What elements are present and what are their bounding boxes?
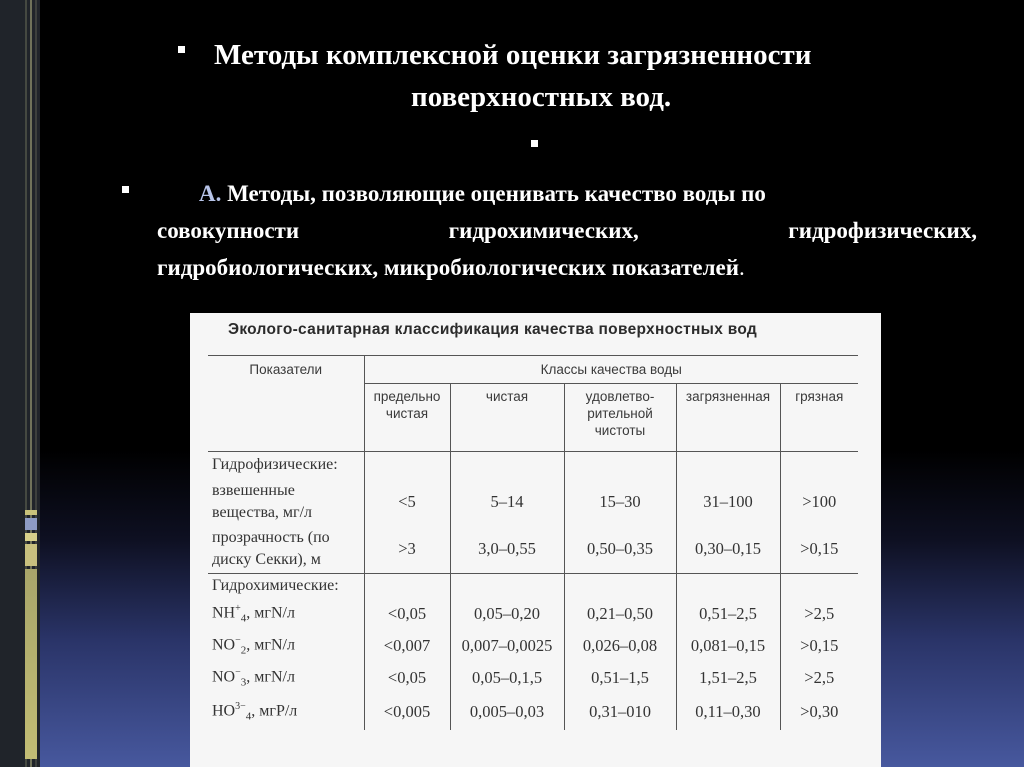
- section-phys: Гидрофизические:: [208, 452, 364, 478]
- formula-sup: 3−: [235, 700, 246, 712]
- class-4-line-1: загрязненная: [685, 389, 771, 404]
- cell: <0,005: [364, 694, 450, 730]
- cell: >0,30: [800, 701, 839, 721]
- class-header-1: [364, 384, 450, 452]
- row-label-line-2: диску Секки), м: [212, 551, 321, 569]
- formula-sub: 4: [245, 710, 252, 723]
- header-indicator: [208, 356, 364, 452]
- class-3-line-3: чистоты: [594, 423, 646, 438]
- table-row: [208, 630, 858, 662]
- cell: >0,15: [800, 635, 839, 655]
- class-header-3: [564, 384, 676, 452]
- formula-sup: +: [235, 602, 241, 614]
- paragraph-bullet: [122, 186, 129, 193]
- row-label: [208, 478, 364, 526]
- paragraph-line-1-text: Методы, позволяющие оценивать качество воды по: [227, 181, 766, 206]
- formula-sup: −: [235, 634, 241, 646]
- quality-table: [208, 355, 858, 730]
- cell: >2,5: [804, 667, 835, 687]
- table-image: [190, 313, 881, 767]
- class-1-line-2: чистая: [385, 406, 429, 421]
- formula-sup: −: [235, 666, 241, 678]
- cell: <0,05: [364, 598, 450, 630]
- cell: 0,005–0,03: [450, 694, 564, 730]
- row-label: [208, 630, 364, 662]
- cell: 1,51–2,5: [676, 662, 780, 694]
- table-title: Эколого-санитарная классификация качества поверхностных вод: [228, 321, 758, 338]
- cell: 0,51–1,5: [564, 662, 676, 694]
- formula-unit: , мгN/л: [246, 668, 295, 686]
- slide-heading: [214, 34, 934, 118]
- side-decoration: [22, 0, 40, 767]
- cell: 0,081–0,15: [676, 630, 780, 662]
- header-classes-text: Классы качества воды: [540, 362, 682, 377]
- cell: 0,007–0,0025: [450, 630, 564, 662]
- row-label: [208, 694, 364, 730]
- cell: >3: [364, 526, 450, 574]
- table-row: [208, 598, 858, 630]
- table-row: [208, 478, 858, 526]
- paragraph-line-2: совокупности гидрохимических, гидрофизических,: [157, 218, 977, 243]
- cell: 0,30–0,15: [676, 526, 780, 574]
- cell: 5–14: [450, 478, 564, 526]
- class-3-line-2: рительной: [587, 406, 653, 421]
- class-header-5: [780, 384, 858, 452]
- decor-blocks: [25, 510, 37, 762]
- cell: >100: [802, 491, 837, 511]
- formula-unit: , мгN/л: [246, 636, 295, 654]
- formula-base: NO: [212, 636, 236, 654]
- paragraph-line-1: [157, 181, 766, 206]
- class-3-line-1: удовлетво-: [585, 389, 655, 404]
- paragraph-line-3-text: гидробиологических, микробиологических показателей: [157, 255, 739, 280]
- formula-sub: 2: [240, 644, 247, 657]
- cell: 3,0–0,55: [450, 526, 564, 574]
- cell: <0,05: [364, 662, 450, 694]
- class-header-2: [450, 384, 564, 452]
- section-row-chem: [208, 574, 858, 598]
- heading-line-1: Методы комплексной оценки загрязненности: [214, 39, 812, 71]
- paragraph: [157, 175, 977, 286]
- header-indicator-text: Показатели: [249, 362, 323, 377]
- formula-unit: , мгP/л: [251, 702, 298, 720]
- paragraph-end: .: [738, 255, 745, 280]
- cell: >0,15: [780, 526, 858, 574]
- row-label: [208, 526, 364, 574]
- formula-sub: 4: [240, 612, 247, 625]
- cell: 0,31–010: [564, 694, 676, 730]
- row-label-line-1: прозрачность (по: [212, 529, 330, 547]
- header-classes: [364, 356, 858, 384]
- cell: 0,026–0,08: [564, 630, 676, 662]
- class-header-4: [676, 384, 780, 452]
- class-2-line-1: чистая: [485, 389, 529, 404]
- row-label: [208, 598, 364, 630]
- table-row: [208, 526, 858, 574]
- class-1-line-1: предельно: [373, 389, 441, 404]
- cell: >2,5: [804, 603, 835, 623]
- row-label: [208, 662, 364, 694]
- heading-line-2: поверхностных вод.: [411, 81, 672, 113]
- heading-bullet: [178, 46, 185, 53]
- formula-sub: 3: [240, 676, 247, 689]
- paragraph-line-3: [157, 249, 977, 286]
- section-row-phys: [208, 452, 858, 478]
- table-row: [208, 694, 858, 730]
- class-5-line-1: грязная: [795, 389, 844, 404]
- row-label-line-1: взвешенные: [212, 481, 295, 499]
- cell: 0,50–0,35: [564, 526, 676, 574]
- formula-base: NO: [212, 668, 236, 686]
- cell: 0,11–0,30: [676, 694, 780, 730]
- empty-bullet: [531, 140, 538, 147]
- cell: 0,05–0,20: [450, 598, 564, 630]
- paragraph-label: А.: [199, 181, 222, 206]
- cell: <0,007: [364, 630, 450, 662]
- cell: 31–100: [676, 478, 780, 526]
- header-row-1: [208, 356, 858, 384]
- formula-unit: , мгN/л: [246, 604, 295, 622]
- formula-base: HO: [212, 702, 236, 720]
- cell: <5: [364, 478, 450, 526]
- cell: 0,05–0,1,5: [450, 662, 564, 694]
- formula-base: NH: [212, 604, 236, 622]
- table-row: [208, 662, 858, 694]
- row-label-line-2: вещества, мг/л: [212, 503, 313, 521]
- cell: 15–30: [564, 478, 676, 526]
- cell: 0,21–0,50: [564, 598, 676, 630]
- section-chem: Гидрохимические:: [208, 574, 364, 598]
- cell: 0,51–2,5: [676, 598, 780, 630]
